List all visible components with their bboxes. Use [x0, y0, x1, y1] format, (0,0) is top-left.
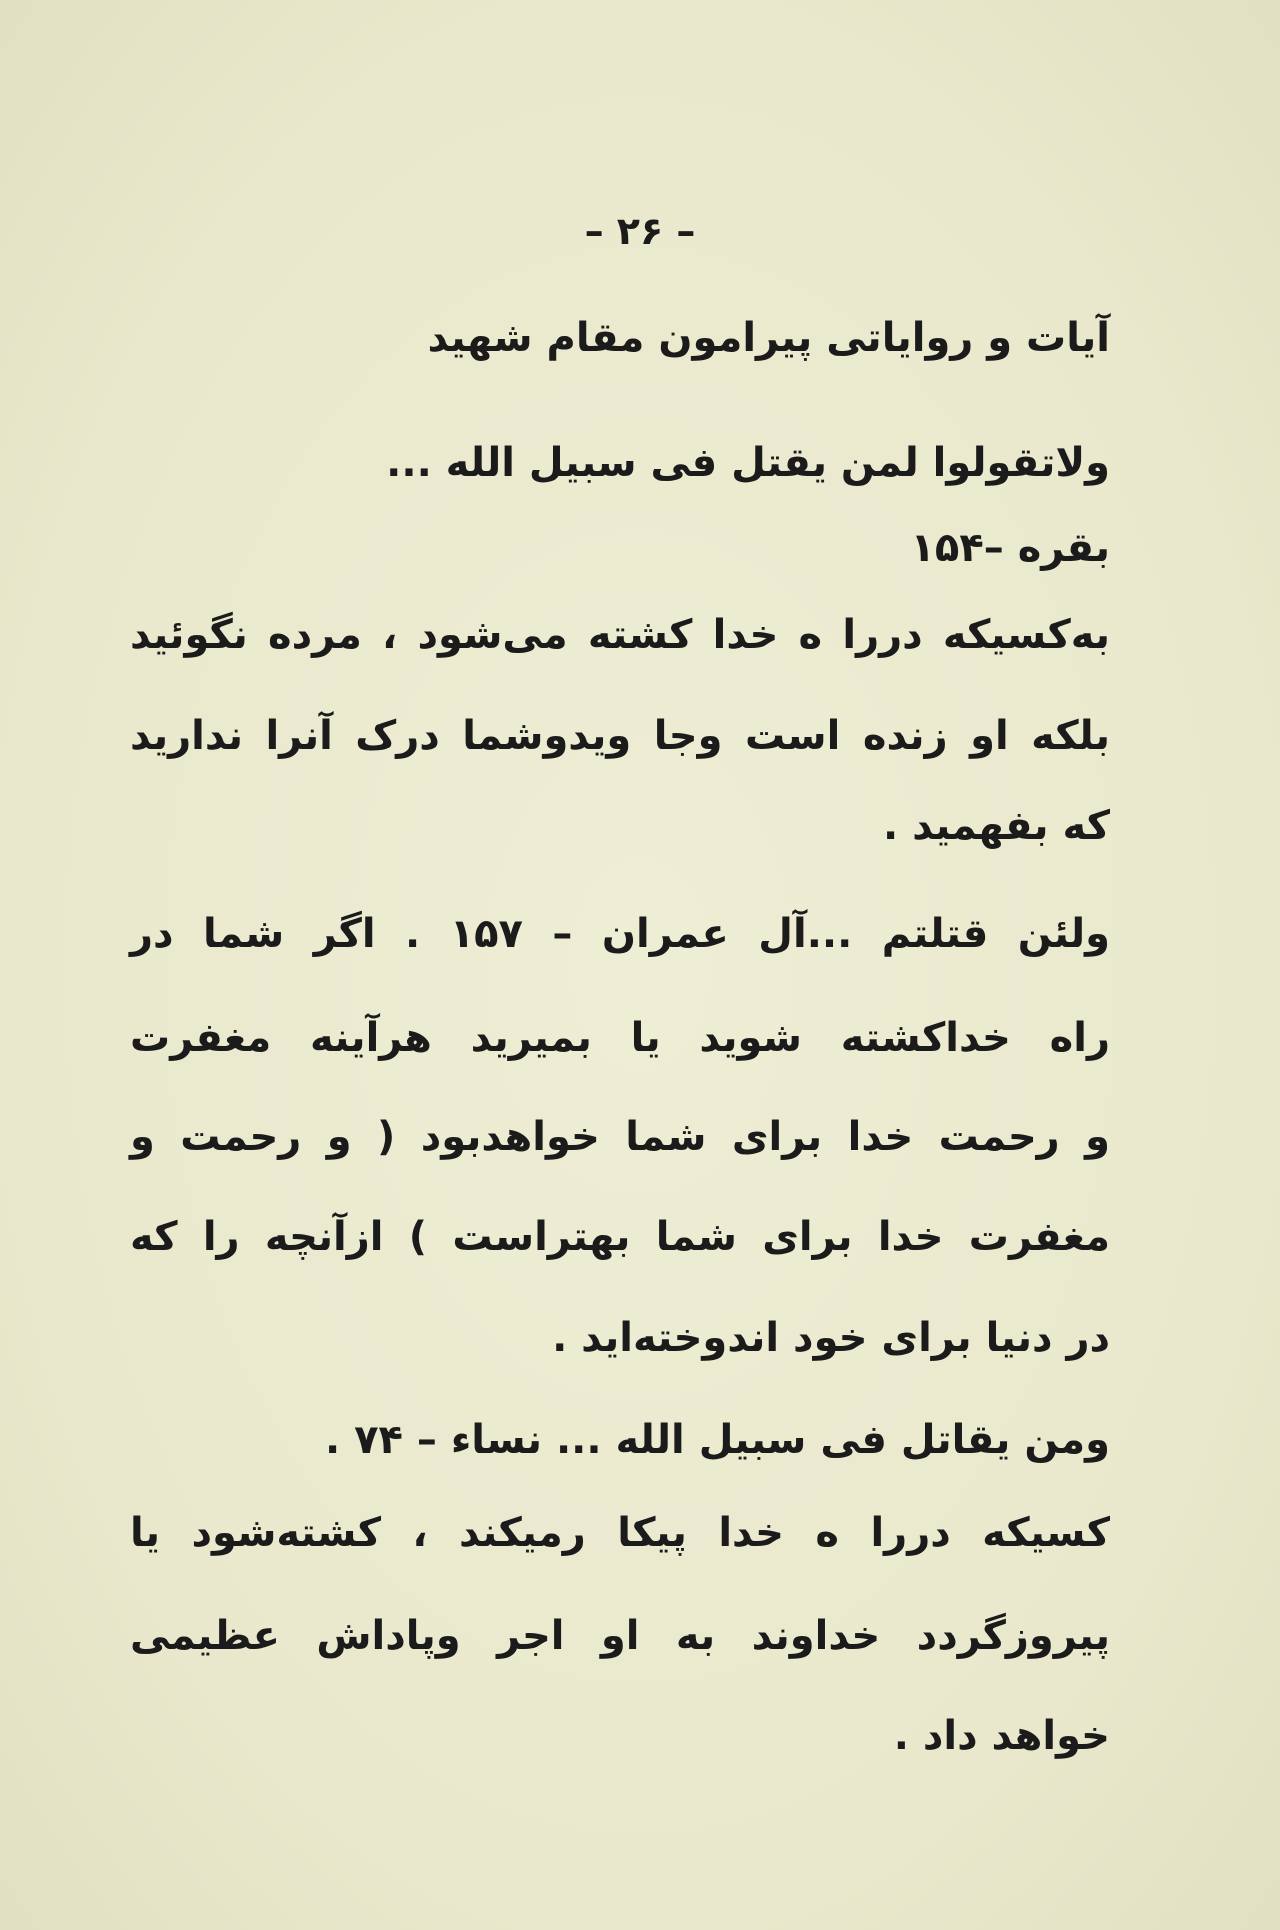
verse-reference-1: بقره –۱۵۴ — [910, 525, 1110, 571]
verse-line-3: ومن یقاتل فی سبیل الله ... نساء – ۷۴ . — [325, 1417, 1110, 1463]
verse-line-2: ولئن قتلتم ...آل عمران – ۱۵۷ . اگر شما در — [130, 911, 1110, 957]
section-heading: آیات و روایاتی پیرامون مقام شهید — [427, 315, 1110, 361]
page-number: – ۲۶ – — [584, 209, 696, 253]
translation-line-4: راه خداکشته شوید یا بمیرید هرآینه مغفرت — [130, 1015, 1110, 1061]
translation-line-8: کسیکه دررا ه خدا پیکا رمیکند ، کشته‌شود یا — [130, 1510, 1110, 1556]
translation-line-9: پیروزگردد خداوند به او اجر وپاداش عظیمی — [130, 1613, 1110, 1659]
translation-line-6: مغفرت خدا برای شما بهتراست ) ازآنچه را که — [130, 1214, 1110, 1260]
translation-line-2: بلکه او زنده است وجا ویدوشما درک آنرا ندارید — [130, 713, 1110, 759]
translation-line-3: که بفهمید . — [882, 803, 1110, 849]
translation-line-1: به‌کسیکه دررا ه خدا کشته می‌شود ، مرده نگوئید — [130, 612, 1110, 658]
quran-verse-1: ولاتقولوا لمن یقتل فی سبیل الله ... — [386, 440, 1110, 486]
translation-line-10: خواهد داد . — [893, 1713, 1110, 1759]
translation-line-5: و رحمت خدا برای شما خواهدبود ( و رحمت و — [130, 1114, 1110, 1160]
translation-line-7: در دنیا برای خود اندوخته‌اید . — [552, 1315, 1110, 1361]
